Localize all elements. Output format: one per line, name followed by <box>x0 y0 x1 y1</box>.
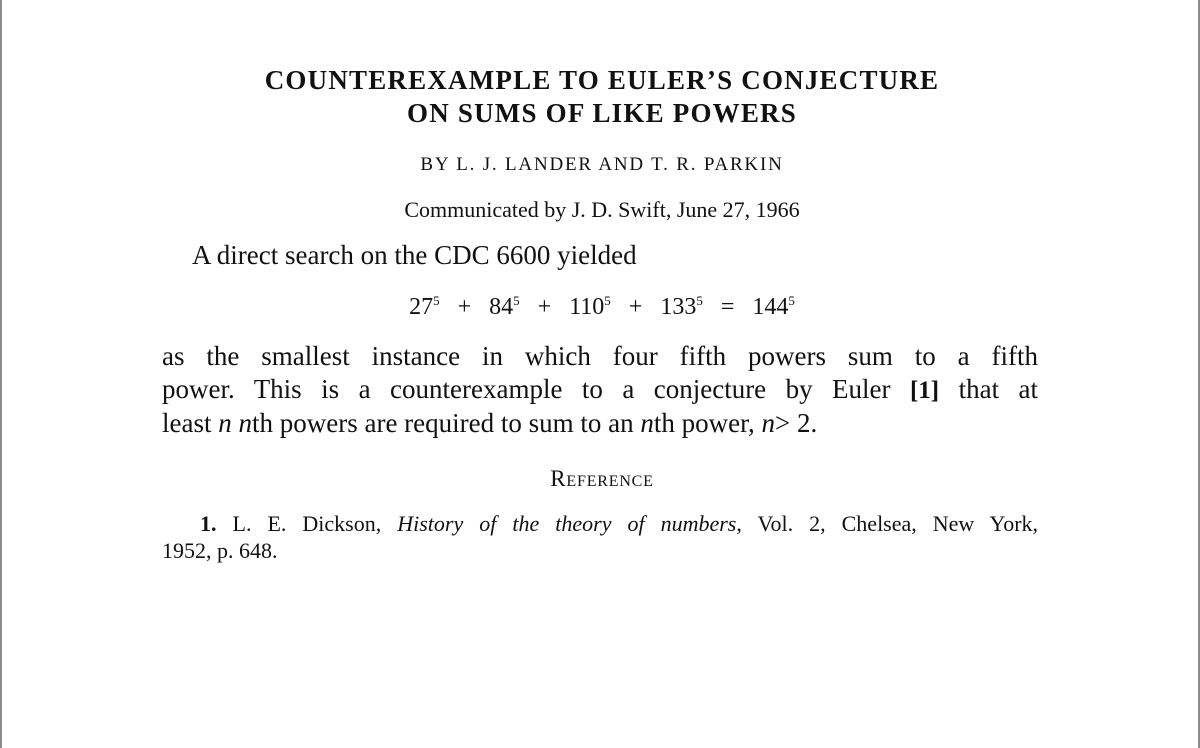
reference-title: History of the theory of numbers <box>397 511 737 536</box>
exponent: 5 <box>433 293 440 308</box>
paper-title-line-2: ON SUMS OF LIKE POWERS <box>407 98 797 128</box>
body-text-span: th powers are required to sum to an <box>251 408 634 438</box>
math-variable-n: n <box>761 408 776 438</box>
plus-sign: + <box>628 294 643 320</box>
body-text-span: > 2. <box>775 408 818 438</box>
reference-item-1 <box>162 510 1038 537</box>
body-text-span: that at <box>958 374 1039 404</box>
citation-link[interactable]: [1] <box>909 377 940 404</box>
equals-sign: = <box>720 294 735 320</box>
paper-authors: BY L. J. LANDER AND T. R. PARKIN <box>420 154 784 175</box>
plus-sign: + <box>457 294 472 320</box>
exponent: 5 <box>788 293 795 308</box>
reference-details: , Vol. 2, Chelsea, New York, <box>736 511 1039 536</box>
reference-item-1-continued: 1952, p. 648. <box>162 538 278 563</box>
equation-term-1: 27 <box>409 294 434 320</box>
communicated-by: Communicated by J. D. Swift, June 27, 1966 <box>404 197 800 222</box>
plus-sign: + <box>537 294 552 320</box>
body-line-1: as the smallest instance in which four fifth powers sum to a fifth <box>162 341 1038 371</box>
body-text-span: th power, <box>653 408 755 438</box>
body-text-span: least <box>162 408 212 438</box>
reference-author: L. E. Dickson, <box>232 511 382 536</box>
exponent: 5 <box>604 293 611 308</box>
equation-term-2: 84 <box>489 294 514 320</box>
body-paragraph <box>162 340 1038 440</box>
math-variable-n: n <box>238 408 252 438</box>
intro-sentence: A direct search on the CDC 6600 yielded <box>192 240 637 270</box>
equation-result: 144 <box>752 294 789 320</box>
equation-term-3: 110 <box>569 294 605 320</box>
exponent: 5 <box>696 293 703 308</box>
exponent: 5 <box>513 293 520 308</box>
paper-title-line-1: COUNTEREXAMPLE TO EULER’S CONJECTURE <box>264 65 940 95</box>
math-variable-n: n <box>218 408 232 438</box>
math-variable-n: n <box>640 408 654 438</box>
equation-term-4: 133 <box>660 294 697 320</box>
equation <box>2 293 1200 321</box>
body-text-span: power. This is a counterexample to a conjecture by Euler <box>162 374 891 404</box>
body-line-2 <box>162 373 1038 407</box>
reference-heading: Reference <box>550 466 654 491</box>
reference-number: 1. <box>200 511 217 536</box>
reference-list <box>162 510 1038 564</box>
body-line-3 <box>162 407 1038 440</box>
